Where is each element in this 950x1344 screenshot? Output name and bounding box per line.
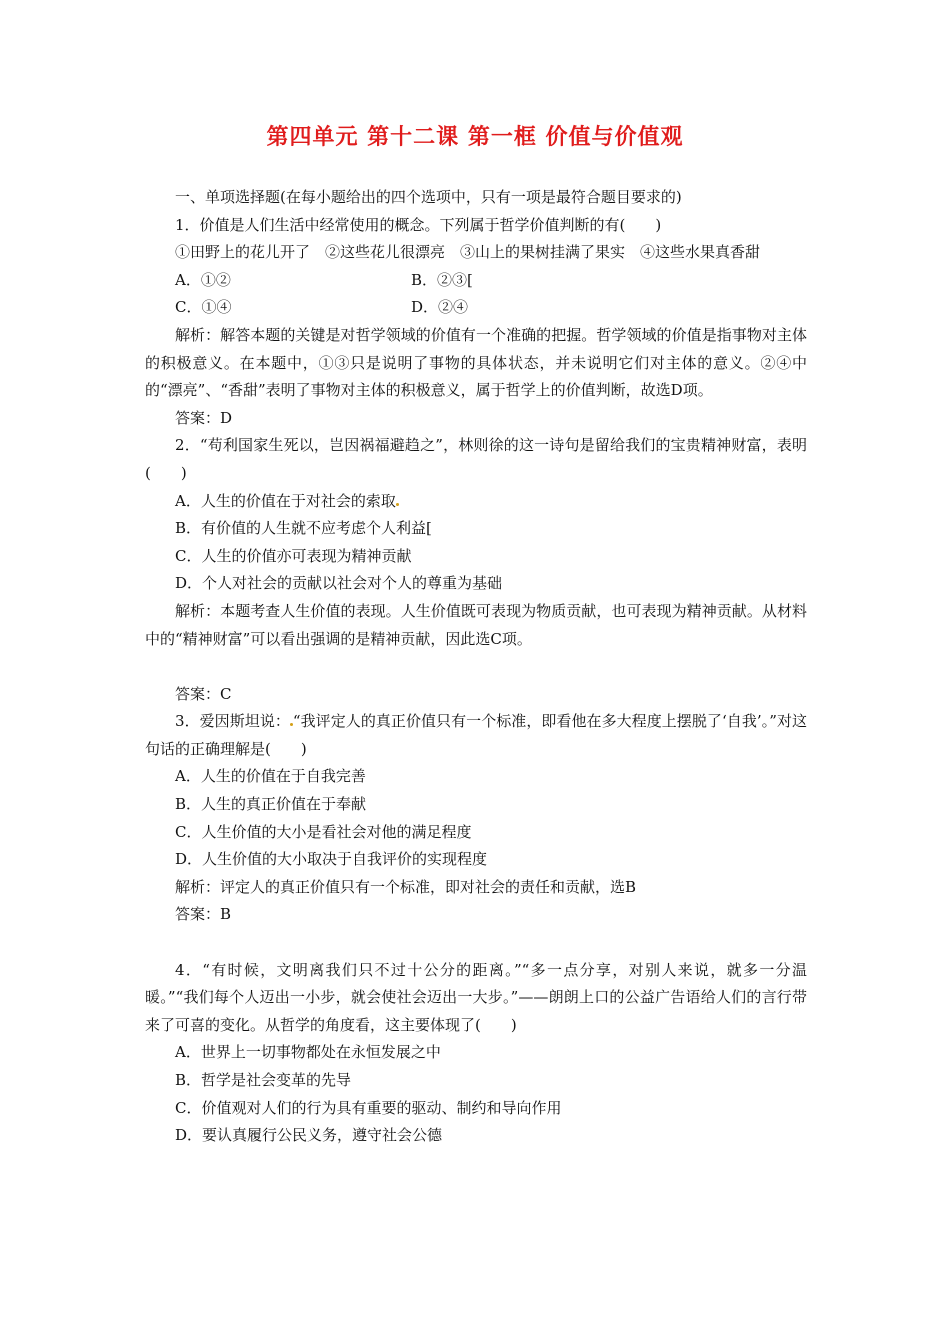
- q4-option-b: B．哲学是社会变革的先导: [175, 1071, 352, 1089]
- q3-option-d: D．人生价值的大小取决于自我评价的实现程度: [175, 850, 488, 869]
- q2-option-d-part2: 会对个人的尊重为基础: [352, 574, 503, 593]
- q2-answer: 答案：C: [175, 684, 232, 703]
- q2-option-d-part1: D．个人对社会的贡献以社: [175, 574, 353, 593]
- q1-option-d: D．②④: [411, 298, 469, 317]
- q2-analysis: 解析：本题考查人生价值的表现。人生价值既可表现为物质贡献，也可表现为精神贡献。从材料中的“精神财富”可以看出强调的是精神贡献，因此选C项。: [145, 601, 807, 648]
- q3-stem-part2: “我评定人的真正价值只有一个标准，即看他在多大程度上摆脱了‘自我’。”对这句话的正确理解是( ): [145, 712, 807, 758]
- q3-analysis: 解析：评定人的真正价值只有一个标准，即对社会的责任和贡献，选B: [175, 877, 637, 896]
- q1-options-row-2: [145, 294, 807, 322]
- q3-stem-part1: 3．爱因斯坦说：: [175, 712, 290, 731]
- q1-items: ①田野上的花儿开了 ②这些花儿很漂亮 ③山上的果树挂满了果实 ④这些水果真香甜: [175, 243, 761, 262]
- q4-option-a: A．世界上一切事物都处在永恒发展之中: [175, 1043, 441, 1062]
- q1-option-a: A．①②: [175, 270, 231, 289]
- q3-option-a: A．人生的价值在于自我完善: [175, 767, 366, 786]
- q3-option-b: B．人生的真正价值在于奉献: [175, 795, 367, 814]
- q2-stem: 2．“苟利国家生死以，岂因祸福避趋之”，林则徐的这一诗句是留给我们的宝贵精神财富，表明( ): [145, 436, 807, 482]
- page-title: 第四单元 第十二课 第一框 价值与价值观: [266, 125, 684, 150]
- q1-option-b: B．②③[: [411, 270, 473, 289]
- q3-option-c: C．人生价值的大小是看社会对他的满足程度: [175, 822, 472, 841]
- q4-stem: 4．“有时候，文明离我们只不过十公分的距离。”“多一点分享，对别人来说，就多一分温暖。”“我们每个人迈出一小步，就会使社会迈出一大步。”——朗朗上口的公益广告语给人们的言行带来了可喜的变化。从哲学的角度看，这主要体现了( ): [145, 960, 807, 1034]
- spacer: [145, 653, 807, 681]
- document-body: [145, 184, 807, 1150]
- q2-option-d: [145, 570, 807, 598]
- q1-analysis: 解析：解答本题的关键是对哲学领域的价值有一个准确的把握。哲学领域的价值是指事物对主体的积极意义。在本题中，①③只是说明了事物的具体状态，并未说明它们对主体的意义。②④中的“漂亮”、“香甜”表明了事物对主体的积极意义，属于哲学上的价值判断，故选D项。: [145, 325, 807, 400]
- q1-options-row-1: [145, 267, 807, 295]
- q2-option-c: C．人生的价值亦可表现为精神贡献: [175, 546, 412, 565]
- q1-stem: 1．价值是人们生活中经常使用的概念。下列属于哲学价值判断的有( ): [175, 215, 662, 234]
- q1-answer: 答案：D: [175, 408, 233, 427]
- spacer: [145, 929, 807, 957]
- q2-option-a-text: A．人生的价值在于对社会的索取: [175, 491, 396, 510]
- q3-answer: 答案：B: [175, 905, 232, 924]
- q3-stem: [145, 708, 807, 763]
- section-heading: 一、单项选择题(在每小题给出的四个选项中，只有一项是最符合题目要求的): [175, 188, 682, 206]
- q4-option-d: D．要认真履行公民义务，遵守社会公德: [175, 1126, 443, 1145]
- q2-option-b: B．有价值的人生就不应考虑个人利益[: [175, 519, 432, 538]
- mark-dot: [396, 503, 399, 506]
- q1-option-c: C．①④: [175, 298, 232, 317]
- q2-option-a: [145, 488, 807, 516]
- q4-option-c: C．价值观对人们的行为具有重要的驱动、制约和导向作用: [175, 1098, 562, 1117]
